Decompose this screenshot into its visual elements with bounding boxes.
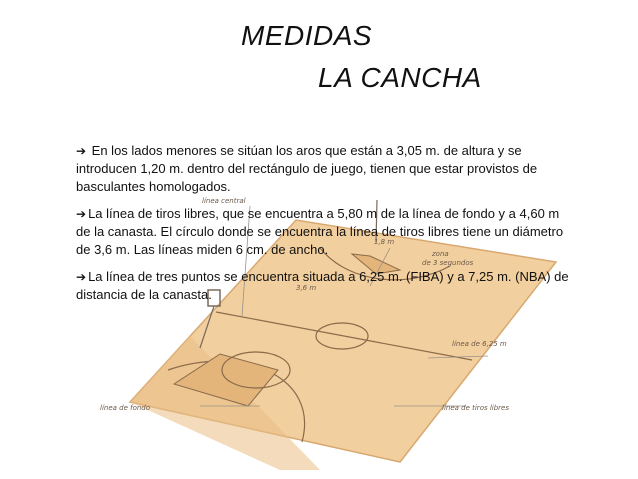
arrow-bullet-icon: ➔	[76, 207, 87, 221]
paragraph-2-text: La línea de tiros libres, que se encuentra a 5,80 m de la línea de fondo y a 4,60 m de la canasta. El círculo donde se encuentra la línea de tiros libres tiene un diámetro de 3,6 m. Las líneas miden 6 cm. de ancho.	[76, 206, 564, 257]
label-linea-fondo: línea de fondo	[100, 404, 151, 412]
label-diametro: 3,6 m	[296, 284, 317, 292]
label-linea-tiros-libres: línea de tiros libres	[442, 404, 510, 412]
arrow-bullet-icon: ➔	[76, 144, 87, 158]
title-line-1: MEDIDAS	[241, 20, 373, 51]
label-linea-central: línea central	[202, 197, 246, 205]
paragraph-3	[76, 268, 576, 304]
paragraph-2	[76, 205, 576, 259]
paragraph-1	[76, 142, 576, 196]
paragraph-1-text: En los lados menores se sitúan los aros que están a 3,05 m. de altura y se introducen 1,20 m. dentro del rectángulo de juego, tienen que estar provistos de basculantes homologados.	[76, 143, 538, 194]
paragraph-3-text: La línea de tres puntos se encuentra situada a 6,25 m. (FIBA) y a 7,25 m. (NBA) de distancia de la canasta.	[76, 269, 569, 302]
label-zona: zona	[432, 250, 449, 258]
label-zona-3-seg: de 3 segundos	[422, 259, 474, 267]
label-linea-625: línea de 6,25 m	[452, 340, 507, 348]
arrow-bullet-icon: ➔	[76, 270, 87, 284]
title-line-2: LA CANCHA	[318, 62, 482, 93]
label-radius: 1,8 m	[374, 238, 395, 246]
